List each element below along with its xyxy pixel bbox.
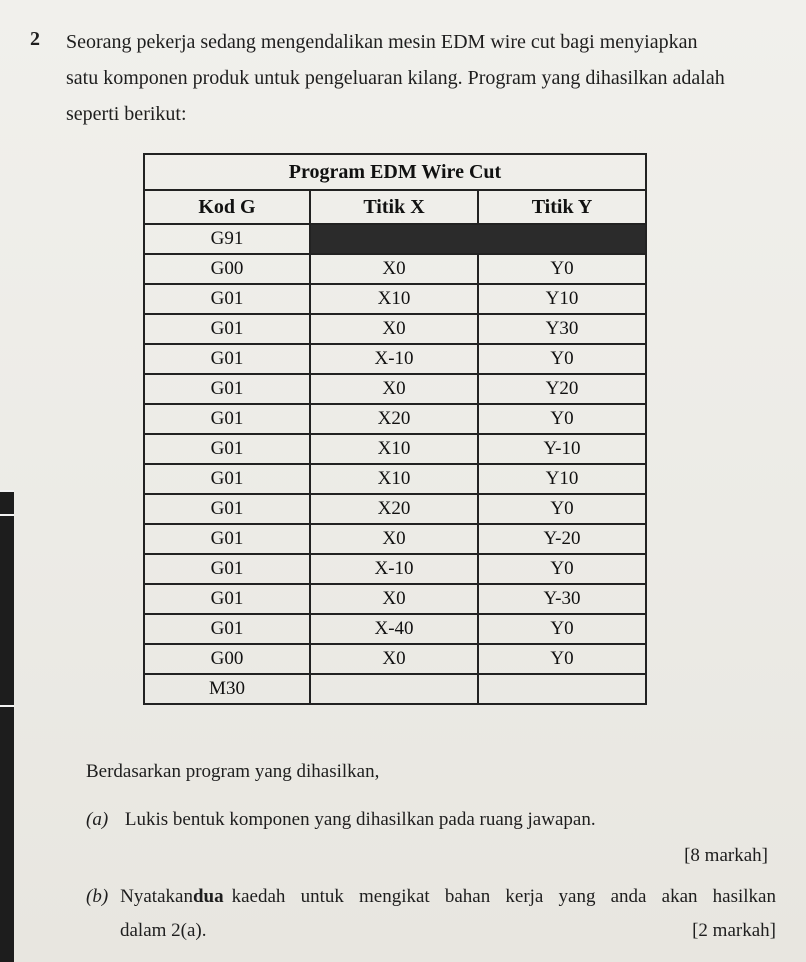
question-number: 2	[30, 28, 40, 50]
header-titik-y: Titik Y	[478, 190, 646, 224]
table-row	[144, 254, 646, 284]
part-b-text-before: Nyatakan	[120, 886, 193, 907]
cell-titik-x: X0	[310, 524, 478, 554]
cell-titik-y: Y10	[478, 464, 646, 494]
table-row	[144, 674, 646, 704]
cell-titik-y: Y0	[478, 494, 646, 524]
cell-titik-y: Y0	[478, 254, 646, 284]
cell-kod-g: G01	[144, 374, 310, 404]
table-row	[144, 404, 646, 434]
cell-kod-g: G01	[144, 494, 310, 524]
question-intro	[66, 24, 756, 132]
page-edge-shadow	[0, 490, 14, 962]
table-row	[144, 374, 646, 404]
cell-titik-x: X-10	[310, 344, 478, 374]
table-body	[144, 224, 646, 704]
cell-titik-y	[478, 674, 646, 704]
cell-titik-y: Y0	[478, 554, 646, 584]
intro-line-1: Seorang pekerja sedang mengendalikan mesin EDM wire cut bagi menyiapkan	[66, 31, 698, 53]
part-a-label: (a)	[86, 809, 109, 830]
cell-titik-y: Y30	[478, 314, 646, 344]
table-row	[144, 434, 646, 464]
table-row	[144, 224, 646, 254]
table-row	[144, 584, 646, 614]
cell-titik-y: Y-30	[478, 584, 646, 614]
cell-titik-x: X-40	[310, 614, 478, 644]
cell-titik-x: X20	[310, 494, 478, 524]
cell-titik-y: Y20	[478, 374, 646, 404]
cell-kod-g: G01	[144, 344, 310, 374]
table-row	[144, 614, 646, 644]
table-row	[144, 554, 646, 584]
after-table-text: Berdasarkan program yang dihasilkan,	[86, 761, 380, 782]
shaded-cell	[310, 224, 646, 254]
cell-titik-x: X10	[310, 284, 478, 314]
cell-titik-x: X10	[310, 464, 478, 494]
cell-kod-g: G00	[144, 254, 310, 284]
part-b	[86, 880, 776, 948]
cell-titik-x: X0	[310, 254, 478, 284]
cell-titik-y: Y-10	[478, 434, 646, 464]
cell-titik-x: X0	[310, 314, 478, 344]
cell-kod-g: G01	[144, 584, 310, 614]
cell-titik-x: X0	[310, 644, 478, 674]
header-titik-x: Titik X	[310, 190, 478, 224]
cell-kod-g: G01	[144, 614, 310, 644]
cell-titik-x: X10	[310, 434, 478, 464]
cell-kod-g: G01	[144, 434, 310, 464]
part-b-line-2: dalam 2(a).	[120, 920, 207, 941]
part-a-text: Lukis bentuk komponen yang dihasilkan pada ruang jawapan.	[124, 809, 596, 830]
cell-titik-x: X0	[310, 374, 478, 404]
cell-titik-x: X0	[310, 584, 478, 614]
cell-kod-g: G01	[144, 524, 310, 554]
table-title: Program EDM Wire Cut	[144, 154, 646, 190]
cell-kod-g: G00	[144, 644, 310, 674]
cell-kod-g: G01	[144, 464, 310, 494]
part-a-marks: [8 markah]	[684, 845, 768, 866]
table-row	[144, 644, 646, 674]
edm-program-table	[143, 153, 647, 705]
cell-kod-g: M30	[144, 674, 310, 704]
part-b-bold-word: dua	[192, 886, 224, 907]
part-a	[86, 809, 596, 831]
cell-titik-y: Y0	[478, 614, 646, 644]
cell-titik-y: Y0	[478, 644, 646, 674]
cell-titik-y: Y-20	[478, 524, 646, 554]
header-kod-g: Kod G	[144, 190, 310, 224]
intro-line-2: satu komponen produk untuk pengeluaran kilang. Program yang dihasilkan adalah	[66, 67, 725, 89]
cell-kod-g: G01	[144, 314, 310, 344]
cell-kod-g: G01	[144, 284, 310, 314]
cell-titik-y: Y10	[478, 284, 646, 314]
part-b-text-after: kaedah untuk mengikat bahan kerja yang anda akan hasilkan	[231, 886, 776, 907]
cell-kod-g: G01	[144, 554, 310, 584]
cell-titik-y: Y0	[478, 404, 646, 434]
table-row	[144, 284, 646, 314]
table-row	[144, 344, 646, 374]
part-b-marks: [2 markah]	[692, 920, 776, 941]
intro-line-3: seperti berikut:	[66, 103, 187, 125]
table-row	[144, 464, 646, 494]
cell-titik-x: X20	[310, 404, 478, 434]
cell-kod-g: G01	[144, 404, 310, 434]
cell-kod-g: G91	[144, 224, 310, 254]
table-row	[144, 524, 646, 554]
table-row	[144, 494, 646, 524]
cell-titik-x: X-10	[310, 554, 478, 584]
cell-titik-y: Y0	[478, 344, 646, 374]
cell-titik-x	[310, 674, 478, 704]
table-row	[144, 314, 646, 344]
part-b-label: (b)	[86, 886, 109, 907]
